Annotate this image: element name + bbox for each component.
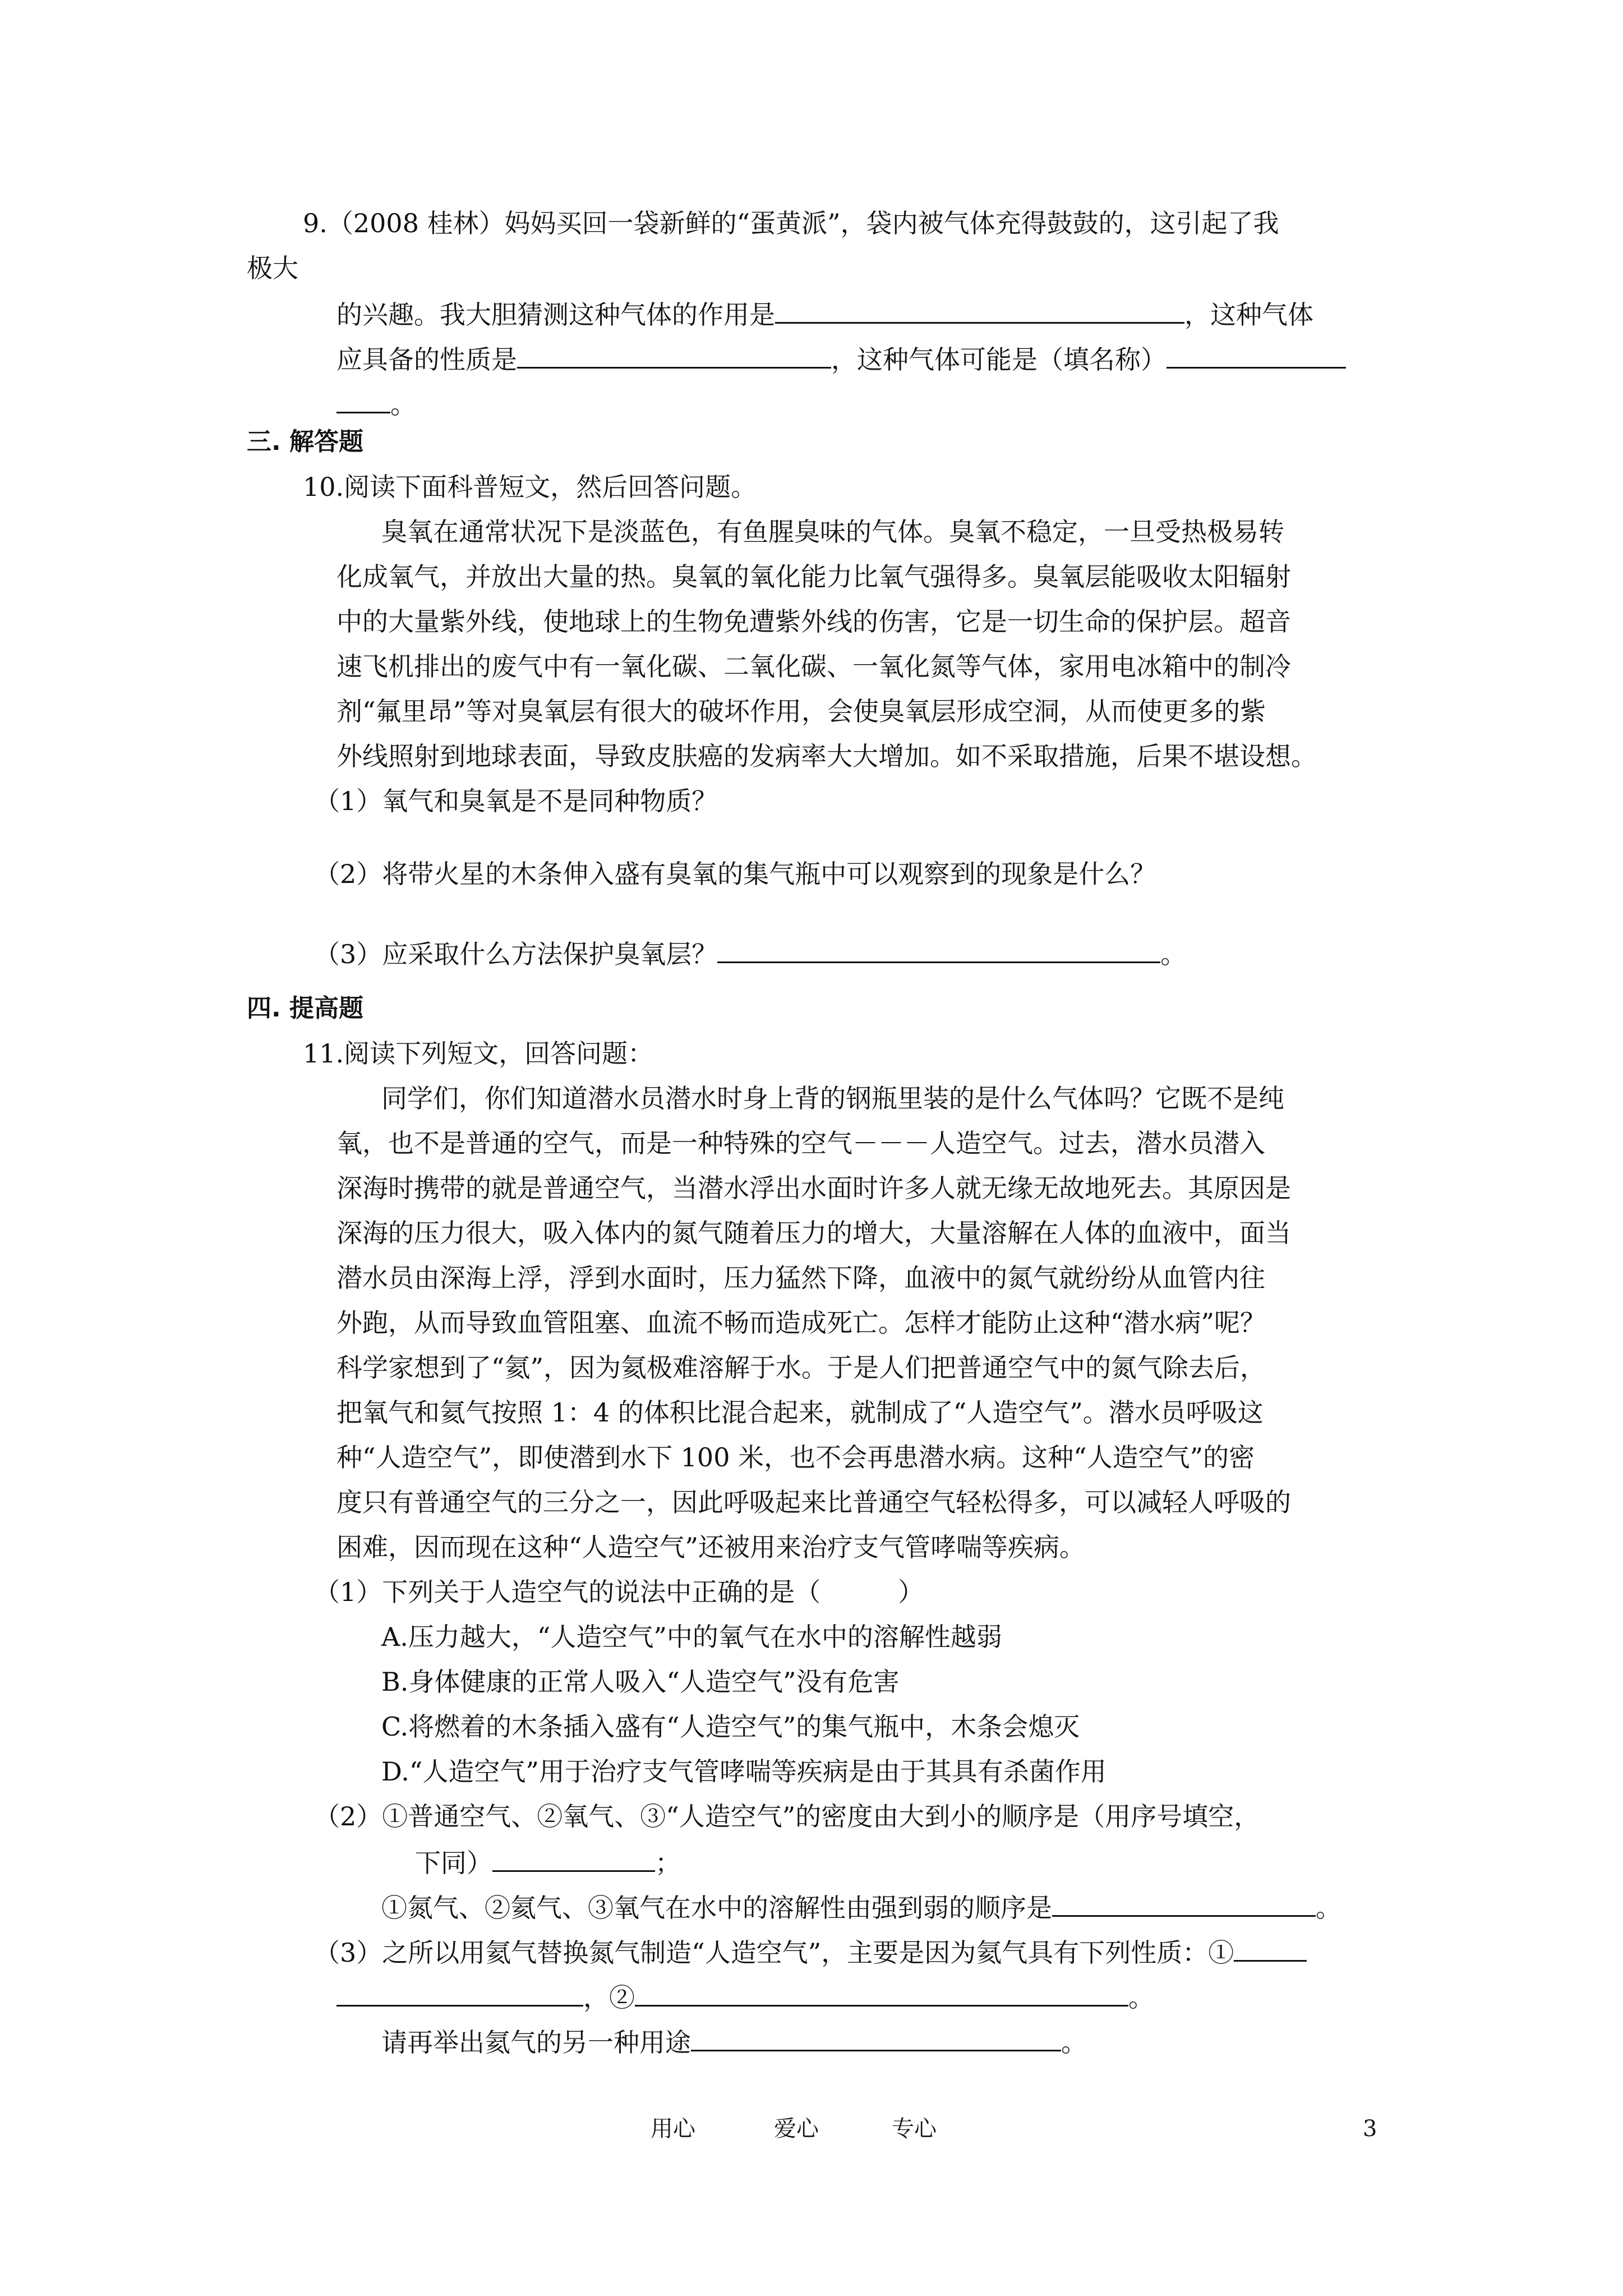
- q11-sub-3-line-3-end: 。: [1061, 2027, 1087, 2058]
- q11-passage-line-7: 科学家想到了“氦”，因为氦极难溶解于水。于是人们把普通空气中的氮气除去后，: [336, 1352, 1266, 1383]
- q9-gas-name-blank-cont[interactable]: [336, 386, 390, 413]
- q11-helium-property-1-blank[interactable]: [1234, 1934, 1307, 1962]
- q11-sub-2-line-3: [381, 1889, 1341, 1925]
- q11-sub-3-line-3-text: 请再举出氦气的另一种用途: [381, 2027, 691, 2058]
- q10-sub-3-end: 。: [1160, 939, 1187, 969]
- q11-passage-line-2: 氧，也不是普通的空气，而是一种特殊的空气－－－人造空气。过去，潜水员潜入: [336, 1128, 1265, 1158]
- q11-passage-line-6: 外跑，从而导致血管阻塞、血流不畅而造成死亡。怎样才能防止这种“潜水病”呢？: [336, 1308, 1266, 1338]
- q11-option-b[interactable]: B.身体健康的正常人吸入“人造空气”没有危害: [381, 1667, 900, 1697]
- q10-protect-ozone-blank[interactable]: [717, 936, 1160, 963]
- q10-intro: 10.阅读下面科普短文，然后回答问题。: [303, 472, 757, 502]
- q9-gas-property-blank[interactable]: [517, 341, 831, 369]
- q11-sub-2-line-1: （2）①普通空气、②氧气、③“人造空气”的密度由大到小的顺序是（用序号填空，: [314, 1801, 1260, 1832]
- q11-sub-3-line-2-mid: ，②: [583, 1982, 635, 2013]
- q10-passage-line-2: 化成氧气，并放出大量的热。臭氧的氧化能力比氧气强得多。臭氧层能吸收太阳辐射: [336, 562, 1291, 592]
- q10-sub-3-text: （3）应采取什么方法保护臭氧层？: [314, 939, 718, 969]
- q11-helium-use-blank[interactable]: [691, 2024, 1061, 2051]
- q11-passage-line-10: 度只有普通空气的三分之一，因此呼吸起来比普通空气轻松得多，可以减轻人呼吸的: [336, 1487, 1291, 1517]
- q10-sub-1: （1）氧气和臭氧是不是同种物质？: [314, 786, 718, 816]
- q11-passage-line-4: 深海的压力很大，吸入体内的氮气随着压力的增大，大量溶解在人体的血液中，面当: [336, 1218, 1291, 1248]
- q10-sub-3: [314, 936, 1186, 971]
- q11-sub-2-line-3-text: ①氮气、②氦气、③氧气在水中的溶解性由强到弱的顺序是: [381, 1893, 1052, 1923]
- footer-slogan-1: 用心: [651, 2116, 695, 2142]
- footer-slogan-3: 专心: [892, 2116, 937, 2142]
- q11-passage-line-8: 把氧气和氦气按照 1：4 的体积比混合起来，就制成了“人造空气”。潜水员呼吸这: [336, 1397, 1264, 1428]
- footer-slogan-2: 爱心: [774, 2116, 819, 2142]
- q11-passage-line-11: 困难，因而现在这种“人造空气”还被用来治疗支气管哮喘等疾病。: [336, 1532, 1086, 1562]
- q10-passage-line-1: 臭氧在通常状况下是淡蓝色，有鱼腥臭味的气体。臭氧不稳定，一旦受热极易转: [381, 517, 1284, 547]
- q9-line-5-end: 。: [390, 389, 416, 420]
- q10-passage-line-3: 中的大量紫外线，使地球上的生物免遭紫外线的伤害，它是一切生命的保护层。超音: [336, 606, 1291, 637]
- q10-passage-line-6: 外线照射到地球表面，导致皮肤癌的发病率大大增加。如不采取措施，后果不堪设想。: [336, 741, 1317, 771]
- q9-line-1: 9.（2008 桂林）妈妈买回一袋新鲜的“蛋黄派”，袋内被气体充得鼓鼓的，这引起了我: [303, 208, 1279, 238]
- q11-option-a[interactable]: A.压力越大，“人造空气”中的氧气在水中的溶解性越弱: [381, 1622, 1002, 1652]
- q9-gas-function-blank[interactable]: [775, 296, 1184, 324]
- q9-gas-name-blank[interactable]: [1166, 341, 1346, 369]
- q11-intro: 11.阅读下列短文，回答问题：: [303, 1038, 654, 1069]
- q9-line-3-text: 的兴趣。我大胆猜测这种气体的作用是: [336, 300, 775, 330]
- q11-sub-3-line-2-end: 。: [1128, 1982, 1154, 2013]
- q9-line-4-text: 应具备的性质是: [336, 344, 517, 375]
- q11-sub-2-line-2-text: 下同）: [415, 1848, 492, 1878]
- section-3-heading: 三. 解答题: [247, 427, 364, 456]
- q11-helium-property-2-blank[interactable]: [635, 1979, 1128, 2007]
- q9-line-5: [336, 386, 416, 421]
- q11-option-d[interactable]: D.“人造空气”用于治疗支气管哮喘等疾病是由于其具有杀菌作用: [381, 1756, 1106, 1787]
- q11-passage-line-5: 潜水员由深海上浮，浮到水面时，压力猛然下降，血液中的氮气就纷纷从血管内往: [336, 1263, 1265, 1293]
- q11-solubility-order-blank[interactable]: [1052, 1889, 1316, 1917]
- q11-sub-3-line-3: [381, 2024, 1087, 2059]
- q11-helium-property-1-blank-cont[interactable]: [336, 1979, 583, 2007]
- q10-passage-line-5: 剂“氟里昂”等对臭氧层有很大的破坏作用，会使臭氧层形成空洞，从而使更多的紫: [336, 696, 1266, 726]
- q11-passage-line-9: 种“人造空气”，即使潜到水下 100 米，也不会再患潜水病。这种“人造空气”的密: [336, 1442, 1255, 1473]
- q9-line-3-end: ，这种气体: [1184, 300, 1313, 330]
- q11-density-order-blank[interactable]: [492, 1844, 655, 1872]
- q9-line-4: [336, 341, 1346, 376]
- q9-line-3: [336, 296, 1313, 332]
- q10-sub-2: （2）将带火星的木条伸入盛有臭氧的集气瓶中可以观察到的现象是什么？: [314, 859, 1156, 889]
- q11-sub-3-line-1-text: （3）之所以用氦气替换氮气制造“人造空气”，主要是因为氦气具有下列性质：①: [314, 1938, 1234, 1968]
- q9-line-2: 极大: [247, 253, 298, 283]
- q11-sub-2-line-2: [415, 1844, 681, 1880]
- q11-option-c[interactable]: C.将燃着的木条插入盛有“人造空气”的集气瓶中，木条会熄灭: [381, 1711, 1080, 1742]
- q11-sub-3-line-2: [336, 1979, 1154, 2014]
- q11-sub-2-line-2-end: ；: [655, 1848, 681, 1878]
- q11-passage-line-3: 深海时携带的就是普通空气，当潜水浮出水面时许多人就无缘无故地死去。其原因是: [336, 1173, 1291, 1203]
- section-4-heading: 四. 提高题: [247, 994, 364, 1023]
- q11-sub-1: （1）下列关于人造空气的说法中正确的是（ ）: [314, 1577, 924, 1607]
- q11-passage-line-1: 同学们，你们知道潜水员潜水时身上背的钢瓶里装的是什么气体吗？它既不是纯: [381, 1083, 1284, 1114]
- q10-passage-line-4: 速飞机排出的废气中有一氧化碳、二氧化碳、一氧化氮等气体，家用电冰箱中的制冷: [336, 651, 1291, 682]
- page-number: 3: [1363, 2116, 1377, 2142]
- q9-line-4-mid: ，这种气体可能是（填名称）: [831, 344, 1166, 375]
- q11-sub-2-line-3-end: 。: [1316, 1893, 1341, 1923]
- q11-sub-3-line-1: [314, 1934, 1307, 1970]
